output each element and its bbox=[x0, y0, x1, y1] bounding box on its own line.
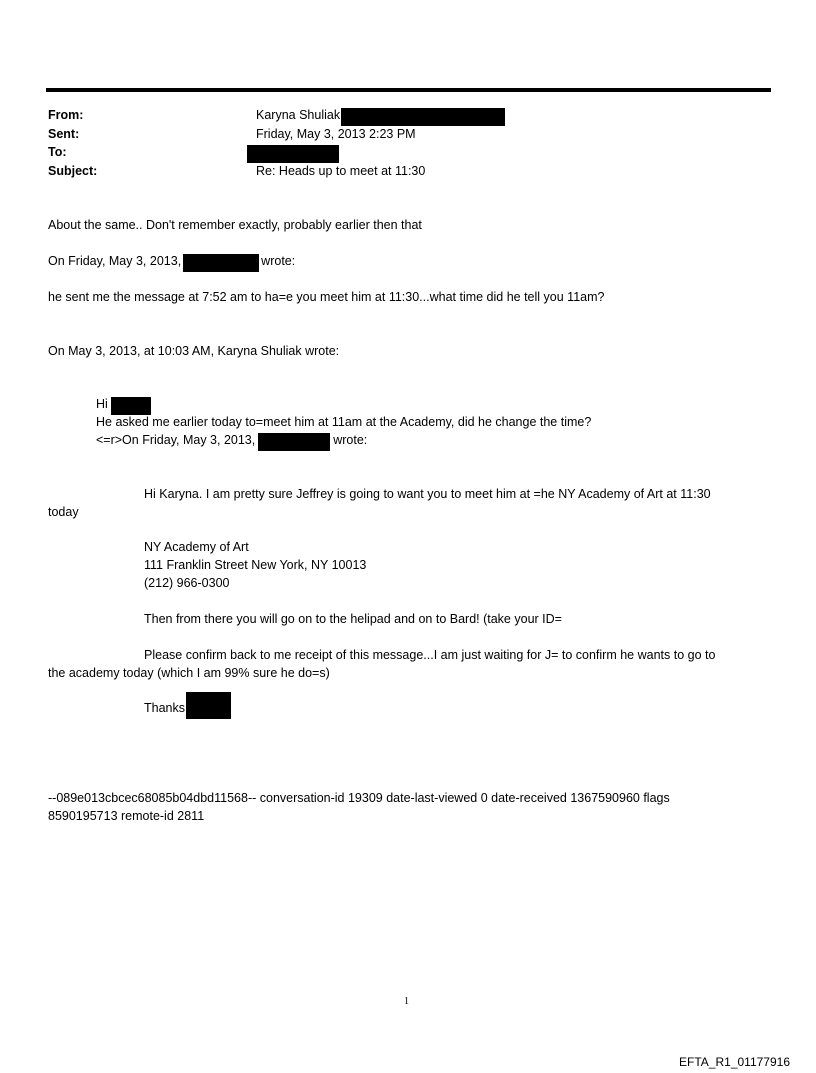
subject-label: Subject: bbox=[48, 164, 98, 178]
redaction-box bbox=[183, 254, 259, 272]
redaction-box bbox=[341, 108, 505, 126]
address-street: 111 Franklin Street New York, NY 10013 bbox=[144, 558, 367, 572]
quote3-prefix: <=r>On Friday, May 3, 2013, bbox=[96, 433, 256, 447]
meta-line-1: --089e013cbcec68085b04dbd11568-- conversation-id 19309 date-last-viewed 0 date-received 1367590960 flags bbox=[48, 791, 670, 805]
karyna-line-1: Hi Karyna. I am pretty sure Jeffrey is going to want you to meet him at =he NY Academy of Art at 11:30 bbox=[144, 487, 711, 501]
helipad-line: Then from there you will go on to the helipad and on to Bard! (take your ID= bbox=[144, 612, 562, 626]
quote2-header: On May 3, 2013, at 10:03 AM, Karyna Shuliak wrote: bbox=[48, 344, 340, 358]
quote1-prefix: On Friday, May 3, 2013, bbox=[48, 254, 182, 268]
meta-line-2: 8590195713 remote-id 2811 bbox=[48, 809, 205, 823]
sent-label: Sent: bbox=[48, 127, 80, 141]
karyna-line-2: today bbox=[48, 505, 79, 519]
sent-value: Friday, May 3, 2013 2:23 PM bbox=[256, 127, 416, 141]
quote1-text: he sent me the message at 7:52 am to ha=e you meet him at 11:30...what time did he tell you 11am? bbox=[48, 290, 605, 304]
address-name: NY Academy of Art bbox=[144, 540, 249, 554]
from-value bbox=[256, 108, 505, 126]
redaction-box bbox=[111, 397, 151, 415]
thanks-line bbox=[144, 701, 231, 728]
confirm-line-2: the academy today (which I am 99% sure he do=s) bbox=[48, 666, 330, 680]
quote3-header bbox=[96, 433, 367, 451]
page-number: 1 bbox=[404, 996, 409, 1007]
quote1-suffix: wrote: bbox=[261, 254, 296, 268]
subject-value: Re: Heads up to meet at 11:30 bbox=[256, 164, 426, 178]
quote1-header bbox=[48, 254, 295, 272]
to-label: To: bbox=[48, 145, 67, 159]
from-name: Karyna Shuliak bbox=[256, 108, 341, 122]
from-label: From: bbox=[48, 108, 84, 122]
reply-line: About the same.. Don't remember exactly, probably earlier then that bbox=[48, 218, 422, 232]
quote3-suffix: wrote: bbox=[333, 433, 368, 447]
hi-line bbox=[96, 397, 151, 415]
redaction-box bbox=[186, 692, 231, 719]
hi-label: Hi bbox=[96, 397, 108, 411]
asked-line: He asked me earlier today to=meet him at 11am at the Academy, did he change the time? bbox=[96, 415, 592, 429]
redaction-box bbox=[247, 145, 339, 163]
address-phone: (212) 966-0300 bbox=[144, 576, 230, 590]
thanks-label: Thanks bbox=[144, 701, 185, 715]
redaction-box bbox=[258, 433, 330, 451]
confirm-line-1: Please confirm back to me receipt of this message...I am just waiting for J= to confirm he wants to go to bbox=[144, 648, 716, 662]
header-rule bbox=[46, 88, 771, 92]
bates-number: EFTA_R1_01177916 bbox=[679, 1055, 790, 1069]
